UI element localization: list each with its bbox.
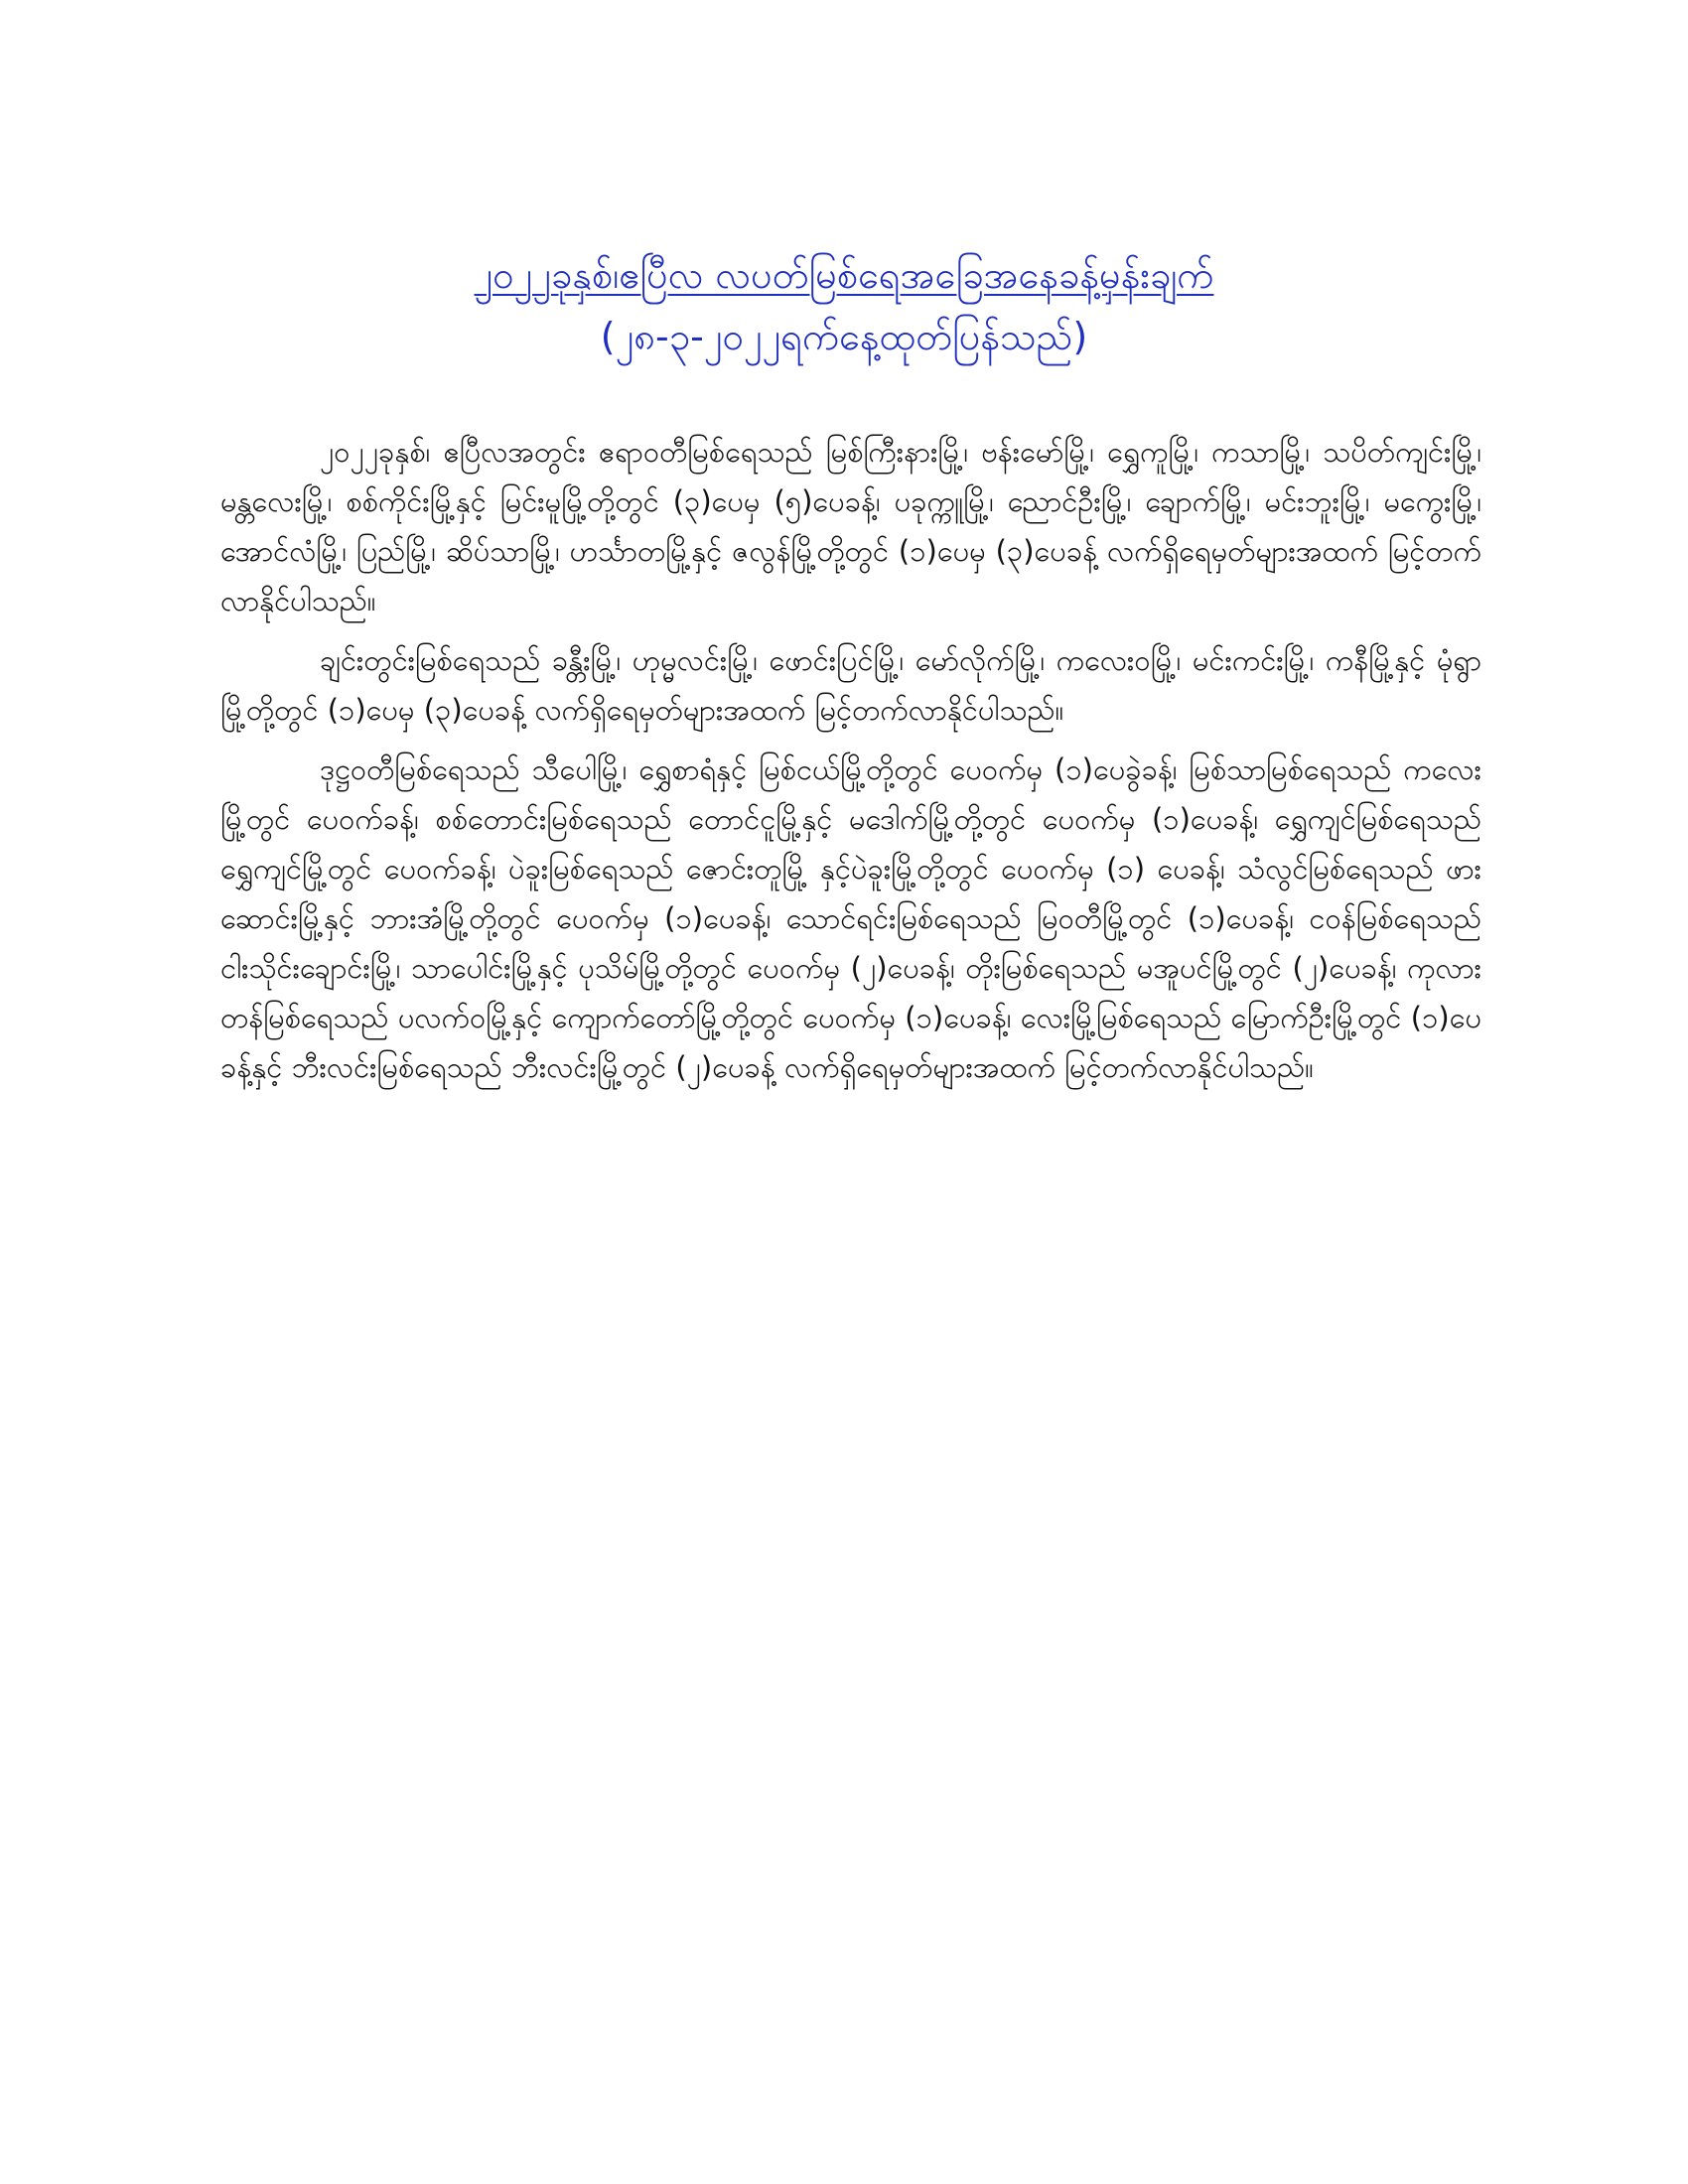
document-title: ၂၀၂၂ခုနှစ်၊ဧပြီလ လပတ်မြစ်ရေအခြေအနေခန့်မှန်းချက် bbox=[474, 253, 1214, 297]
title-block bbox=[218, 246, 1470, 365]
paragraph-chindwin: ချင်းတွင်းမြစ်ရေသည် ခန္တီးမြို့၊ ဟုမ္မလင်းမြို့၊ ဖောင်းပြင်မြို့၊ မော်လိုက်မြို့၊ ကလေးဝမြို့၊ မင်းကင်းမြို့၊ ကနီမြို့နှင့် မုံရွာမြို့တို့တွင် (၁)ပေမှ (၃)ပေခန့် လက်ရှိရေမှတ်များအထက် မြင့်တက်လာနိုင်ပါသည်။ bbox=[220, 643, 1481, 727]
paragraph-other-rivers: ဒုဋ္ဌဝတီမြစ်ရေသည် သီပေါမြို့၊ ရွှေစာရံနှင့် မြစ်ငယ်မြို့တို့တွင် ပေဝက်မှ (၁)ပေခွဲခန့်၊ မြစ်သာမြစ်ရေသည် ကလေးမြို့တွင် ပေဝက်ခန့်၊ စစ်တောင်းမြစ်ရေသည် တောင်ငူမြို့နှင့် မဒေါက်မြို့တို့တွင် ပေဝက်မှ (၁)ပေခန့်၊ ရွှေကျင်မြစ်ရေသည် ရွှေကျင်မြို့တွင် ပေဝက်ခန့်၊ ပဲခူးမြစ်ရေသည် ဇောင်းတူမြို့ နှင့်ပဲခူးမြို့တို့တွင် ပေဝက်မှ (၁) ပေခန့်၊ သံလွင်မြစ်ရေသည် ဖားဆောင်းမြို့နှင့် ဘားအံမြို့တို့တွင် ပေဝက်မှ (၁)ပေခန့်၊ သောင်ရင်းမြစ်ရေသည် မြဝတီမြို့တွင် (၁)ပေခန့်၊ ငဝန်မြစ်ရေသည် ငါးသိုင်းချောင်းမြို့၊ သာပေါင်းမြို့နှင့် ပုသိမ်မြို့တို့တွင် ပေဝက်မှ (၂)ပေခန့်၊ တိုးမြစ်ရေသည် မအူပင်မြို့တွင် (၂)ပေခန့်၊ ကုလားတန်မြစ်ရေသည် ပလက်ဝမြို့နှင့် ကျောက်တော်မြို့တို့တွင် ပေဝက်မှ (၁)ပေခန့်၊ လေးမြို့မြစ်ရေသည် မြောက်ဦးမြို့တွင် (၁)ပေခန့်နှင့် ဘီးလင်းမြစ်ရေသည် ဘီးလင်းမြို့တွင် (၂)ပေခန့် လက်ရှိရေမှတ်များအထက် မြင့်တက်လာနိုင်ပါသည်။ bbox=[220, 752, 1481, 1084]
document-body bbox=[220, 427, 1481, 1102]
document-subtitle: (၂၈-၃-၂၀၂၂ရက်နေ့ထုတ်ပြန်သည်) bbox=[600, 315, 1088, 358]
paragraph-irrawaddy: ၂၀၂၂ခုနှစ်၊ ဧပြီလအတွင်း ဧရာဝတီမြစ်ရေသည် မြစ်ကြီးနားမြို့၊ ဗန်းမော်မြို့၊ ရွှေကူမြို့၊ ကသာမြို့၊ သပိတ်ကျင်းမြို့၊ မန္တလေးမြို့၊ စစ်ကိုင်းမြို့နှင့် မြင်းမူမြို့တို့တွင် (၃)ပေမှ (၅)ပေခန့်၊ ပခုက္ကူမြို့၊ ညောင်ဦးမြို့၊ ချောက်မြို့၊ မင်းဘူးမြို့၊ မကွေးမြို့၊ အောင်လံမြို့၊ ပြည်မြို့၊ ဆိပ်သာမြို့၊ ဟင်္သာတမြို့နှင့် ဇလွန်မြို့တို့တွင် (၁)ပေမှ (၃)ပေခန့် လက်ရှိရေမှတ်များအထက် မြင့်တက်လာနိုင်ပါသည်။ bbox=[220, 435, 1481, 617]
